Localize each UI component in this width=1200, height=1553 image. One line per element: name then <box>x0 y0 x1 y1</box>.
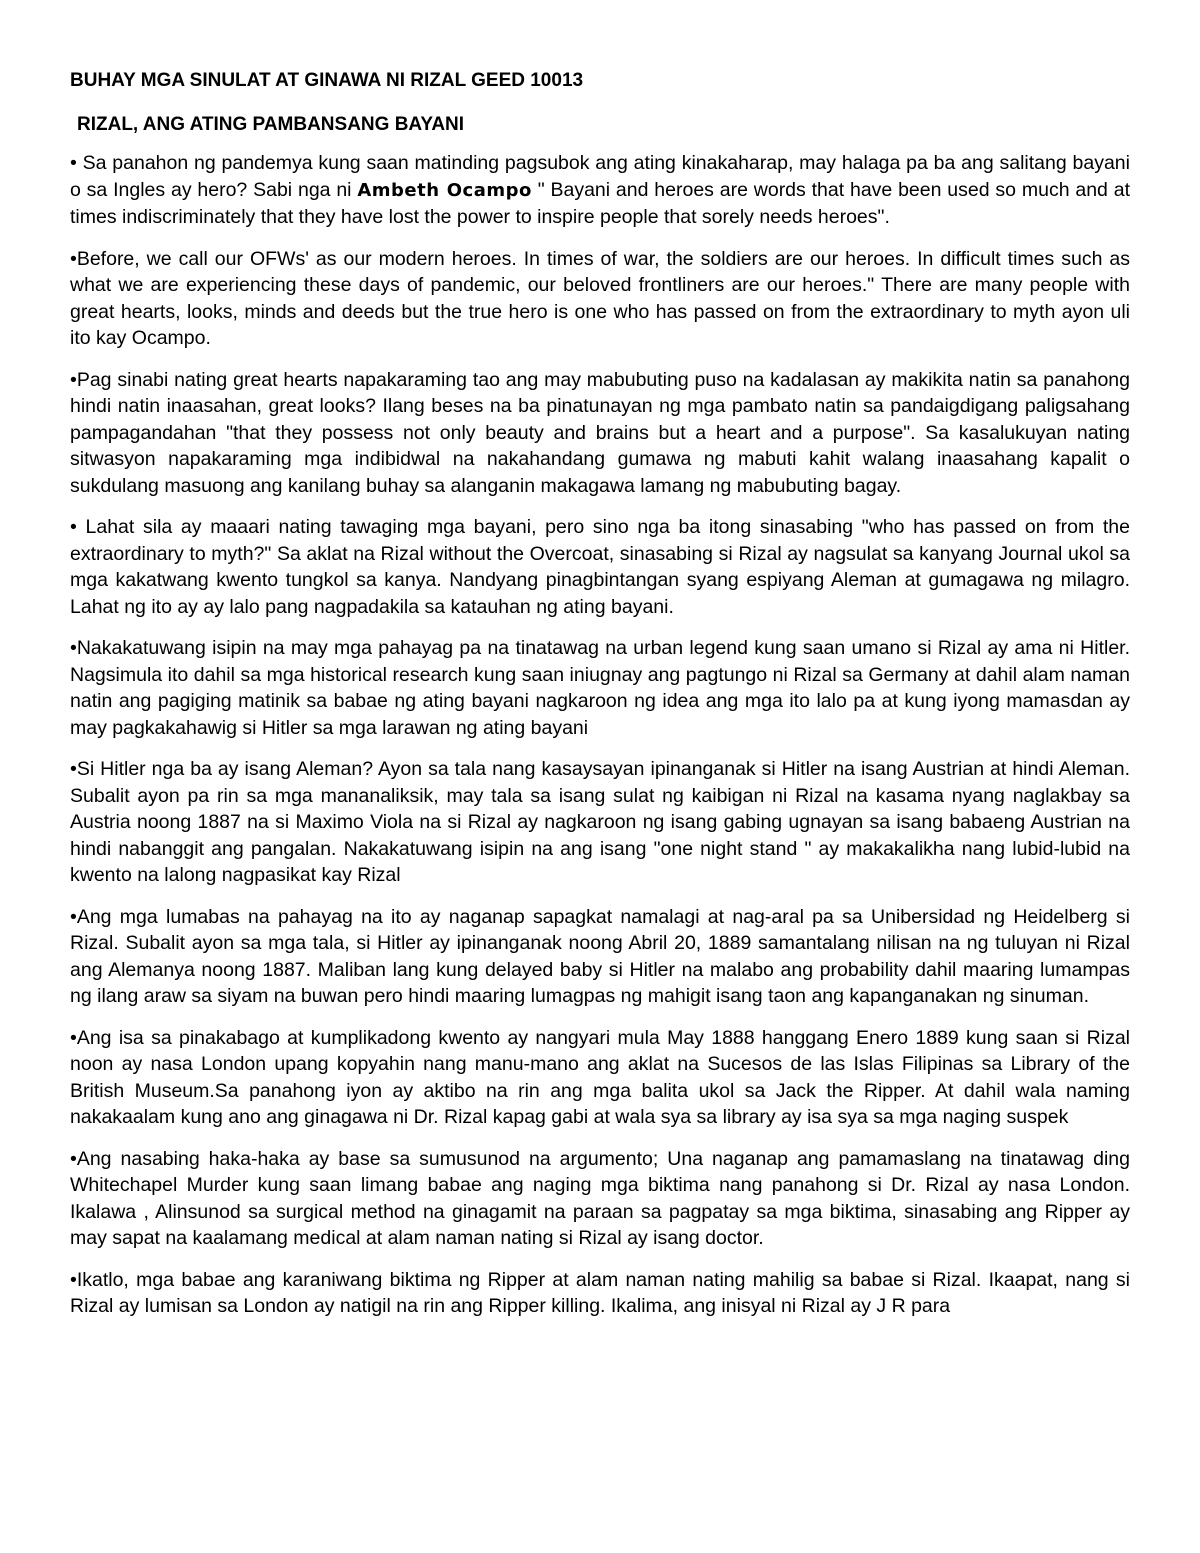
paragraph-10: •Ikatlo, mga babae ang karaniwang biktima ng Ripper at alam naman nating mahilig sa babae si Rizal. Ikaapat, nang si Rizal ay lumisan sa London ay natigil na rin ang Ripper killing. Ikalima, ang inisyal ni Rizal ay J R para <box>70 1268 1130 1317</box>
paragraph-7: •Ang mga lumabas na pahayag na ito ay naganap sapagkat namalagi at nag-aral pa sa Unibersidad ng Heidelberg si Rizal. Subalit ayon sa mga tala, si Hitler ay ipinanganak noong Abril 20, 1889 samantalang nilisan na ng tuluyan ni Rizal ang Alemanya noong 1887. Maliban lang kung delayed baby si Hitler na malabo ang probability dahil maaring lumampas ng ilang araw sa siyam na buwan pero hindi maaring lumagpas ng mahigit isang taon ang kapanganakan ng sinuman. <box>70 905 1130 1007</box>
paragraph-4: • Lahat sila ay maaari nating tawaging mga bayani, pero sino nga ba itong sinasabing "who has passed on from the extraordinary to myth?" Sa aklat na Rizal without the Overcoat, sinasabing si Rizal ay nagsulat sa kanyang Journal ukol sa mga kakatwang kwento tungkol sa kanya. Nandyang pinagbintangan syang espiyang Aleman at gumagawa ng milagro. Lahat ng ito ay ay lalo pang nagpadakila sa katauhan ng ating bayani. <box>70 516 1130 618</box>
paragraph-6: •Si Hitler nga ba ay isang Aleman? Ayon sa tala nang kasaysayan ipinanganak si Hitler na isang Austrian at hindi Aleman. Subalit ayon pa rin sa mga mananaliksik, may tala sa isang sulat ng kaibigan ni Rizal na kasama nyang naglakbay sa Austria noong 1887 na si Maximo Viola na si Rizal ay nagkaroon ng isang gabing ugnayan sa isang babaeng Austrian na hindi nabanggit ang pangalan. Nakakatuwang isipin na ang isang "one night stand " ay makakalikha nang lubid-lubid na kwento na lalong nagpasikat kay Rizal <box>70 758 1130 886</box>
paragraph-1-text-start: • Sa panahon ng pandemya kung saan matinding pagsubok ang ating kinakaharap, may halaga pa ba ang salitang bayani o sa Ingles ay hero? Sabi nga ni <box>70 152 1130 201</box>
author-name: Ambeth Ocampo <box>357 179 532 201</box>
paragraph-3: •Pag sinabi nating great hearts napakaraming tao ang may mabubuting puso na kadalasan ay makikita natin sa panahong hindi natin inaasahan, great looks? Ilang beses na ba pinatunayan ng mga pambato natin sa pandaigdigang paligsahang pampagandahan "that they possess not only beauty and brains but a heart and a purpose". Sa kasalukuyan nating sitwasyon napakaraming mga indibidwal na nakahandang gumawa ng mabuti kahit walang inaasahang kapalit o sukdulang masuong ang kanilang buhay sa alanganin makagawa lamang ng mabubuting bagay. <box>70 368 1130 497</box>
paragraph-5: •Nakakatuwang isipin na may mga pahayag pa na tinatawag na urban legend kung saan umano si Rizal ay ama ni Hitler. Nagsimula ito dahil sa mga historical research kung saan iniugnay ang pagtungo ni Rizal sa Germany at dahil alam naman natin ang pagiging matinik sa babae ng ating bayani nagkaroon ng idea ang mga ito lalo pa at kung iyong mamasdan ay may pagkakahawig si Hitler sa mga larawan ng ating bayani <box>70 637 1130 739</box>
paragraph-2: •Before, we call our OFWs' as our modern heroes. In times of war, the soldiers are our heroes. In difficult times such as what we are experiencing these days of pandemic, our beloved frontliners are our heroes." There are many people with great hearts, looks, minds and deeds but the true hero is one who has passed on from the extraordinary to myth ayon uli ito kay Ocampo. <box>70 247 1130 349</box>
paragraph-9: •Ang nasabing haka-haka ay base sa sumusunod na argumento; Una naganap ang pamamaslang na tinatawag ding Whitechapel Murder kung saan limang babae ang naging mga biktima nang panahong si Dr. Rizal ay nasa London. Ikalawa , Alinsunod sa surgical method na ginagamit na paraan sa pagpatay sa mga biktima, sinasabing ang Ripper ay may sapat na kaalamang medical at alam naman nating si Rizal ay isang doctor. <box>70 1147 1130 1249</box>
paragraph-1 <box>70 150 1130 231</box>
paragraph-1-text-end: " Bayani and heroes are words that have been used so much and at times indiscriminately that they have lost the power to inspire people that sorely needs heroes". <box>70 178 1130 228</box>
document-subtitle: RIZAL, ANG ATING PAMBANSANG BAYANI <box>77 114 465 135</box>
document-title: BUHAY MGA SINULAT AT GINAWA NI RIZAL GEED 10013 <box>70 70 584 91</box>
paragraph-8: •Ang isa sa pinakabago at kumplikadong kwento ay nangyari mula May 1888 hanggang Enero 1889 kung saan si Rizal noon ay nasa London upang kopyahin nang manu-mano ang aklat na Sucesos de las Islas Filipinas sa Library of the British Museum.Sa panahong iyon ay aktibo na rin ang mga balita ukol sa Jack the Ripper. At dahil wala naming nakakaalam kung ano ang ginagawa ni Dr. Rizal kapag gabi at wala sya sa library ay isa sya sa mga naging suspek <box>70 1026 1130 1128</box>
document-page <box>70 68 1130 1335</box>
